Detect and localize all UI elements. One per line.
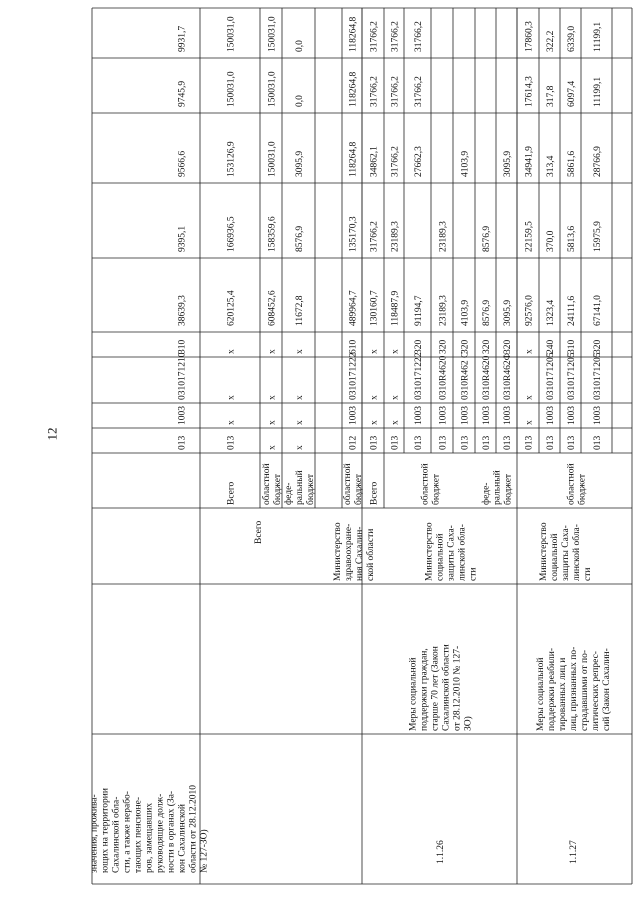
code-cell: х bbox=[295, 395, 305, 400]
budget-source: бюджет bbox=[577, 473, 588, 505]
code-cell: 0310171205 bbox=[593, 352, 603, 400]
code-cell: х bbox=[226, 395, 237, 400]
budget-source: бюджет bbox=[431, 473, 442, 505]
item-description: литических репрес- bbox=[591, 651, 601, 731]
item-description: от 28.12.2010 № 127- bbox=[452, 645, 463, 731]
item-description: Сахалинской области bbox=[441, 644, 452, 731]
value-cell: 91194,7 bbox=[414, 295, 424, 326]
ministry-name: линской обла- bbox=[572, 524, 582, 581]
value-cell: 489964,7 bbox=[348, 290, 359, 326]
value-cell: 3095,9 bbox=[503, 299, 513, 326]
code-cell: х bbox=[369, 395, 380, 400]
code-cell: х bbox=[295, 420, 305, 425]
value-cell: 34862,1 bbox=[369, 146, 380, 177]
value-cell: 9566,6 bbox=[177, 150, 188, 177]
code-cell: х bbox=[524, 349, 535, 354]
code-cell: 013 bbox=[546, 435, 556, 450]
code-cell: х bbox=[267, 445, 278, 450]
value-cell: 118264,8 bbox=[348, 16, 359, 52]
row-description-top: тающих пенсионе- bbox=[133, 796, 144, 873]
ministry-name: линской обла- bbox=[457, 524, 468, 581]
value-cell: 0,0 bbox=[295, 95, 305, 107]
budget-source: феде- bbox=[284, 482, 294, 505]
ministry-name: защиты Саха- bbox=[446, 525, 457, 581]
code-cell: 013 bbox=[369, 435, 380, 450]
code-cell: 0310R462Ф bbox=[503, 352, 513, 400]
ministry-name: социальной bbox=[435, 533, 446, 581]
code-cell: 013 bbox=[226, 435, 237, 450]
code-cell: 0310171205 bbox=[546, 352, 556, 400]
code-cell: 1003 bbox=[177, 406, 188, 425]
code-cell: х bbox=[524, 395, 535, 400]
code-cell: 012 bbox=[348, 435, 359, 450]
code-cell: 1003 bbox=[414, 406, 424, 425]
code-cell: 013 bbox=[482, 435, 492, 450]
code-cell: 013 bbox=[177, 435, 188, 450]
row-description-top: области от 28.12.2010 bbox=[188, 784, 199, 873]
ministry-name: социальной bbox=[550, 533, 560, 581]
code-cell: 0310171205 bbox=[567, 352, 577, 400]
item-description: сий (Закон Сахалин- bbox=[602, 648, 612, 731]
item-description: Меры социальной bbox=[408, 657, 419, 731]
value-cell: 6097,4 bbox=[567, 80, 577, 107]
ministry-name: ской области bbox=[366, 528, 376, 581]
value-cell: 118264,8 bbox=[348, 141, 359, 177]
value-cell: 322,2 bbox=[546, 30, 556, 52]
value-cell: 3095,9 bbox=[503, 150, 513, 177]
value-cell: 4103,9 bbox=[460, 299, 471, 326]
value-cell: 608452,6 bbox=[267, 290, 278, 326]
row-description-top: руководящие долж- bbox=[155, 793, 166, 873]
row-description-top: сти, а также нерабо- bbox=[122, 791, 133, 873]
code-cell: 320 bbox=[593, 339, 603, 354]
value-cell: 27662,3 bbox=[414, 146, 424, 177]
value-cell: 38639,3 bbox=[177, 295, 188, 326]
code-cell: 1003 bbox=[438, 406, 449, 425]
value-cell: 118487,9 bbox=[390, 290, 401, 326]
table-text bbox=[90, 16, 613, 873]
code-cell: 320 bbox=[414, 339, 424, 354]
budget-source: бюджет bbox=[273, 473, 283, 505]
code-cell: 013 bbox=[460, 435, 471, 450]
item-number: 1.1.27 bbox=[569, 840, 579, 864]
item-description: ЗО) bbox=[463, 716, 474, 731]
value-cell: 620125,4 bbox=[226, 290, 237, 326]
code-cell: 013 bbox=[414, 435, 424, 450]
code-cell: х bbox=[267, 395, 278, 400]
code-cell: 310 bbox=[567, 339, 577, 354]
total-label: Всего bbox=[254, 520, 264, 544]
value-cell: 31766,2 bbox=[414, 21, 424, 52]
code-cell: 320 bbox=[438, 339, 449, 354]
value-cell: 34941,9 bbox=[524, 146, 535, 177]
value-cell: 8576,9 bbox=[482, 299, 492, 326]
code-cell: 320 bbox=[503, 339, 513, 354]
value-cell: 9395,1 bbox=[177, 225, 188, 252]
value-cell: 31766,2 bbox=[414, 76, 424, 107]
code-cell: х bbox=[390, 349, 401, 354]
ministry-name: сти bbox=[583, 567, 593, 581]
value-cell: 31766,2 bbox=[369, 221, 380, 252]
code-cell: х bbox=[295, 445, 305, 450]
value-cell: 31766,2 bbox=[369, 76, 380, 107]
row-description-top: ности в органах (За- bbox=[166, 790, 177, 873]
budget-source: областной bbox=[566, 463, 577, 505]
value-cell: 130160,7 bbox=[369, 290, 380, 326]
code-cell: х bbox=[267, 420, 278, 425]
budget-source: бюджет bbox=[354, 473, 364, 505]
value-cell: 11199,1 bbox=[593, 76, 603, 107]
code-cell: 1003 bbox=[348, 406, 359, 425]
value-cell: 150031,0 bbox=[267, 16, 278, 52]
value-cell: 0,0 bbox=[295, 40, 305, 52]
code-cell: 013 bbox=[503, 435, 513, 450]
budget-source: бюджет bbox=[503, 473, 514, 505]
value-cell: 24111,6 bbox=[567, 295, 577, 326]
code-cell: 1003 bbox=[460, 406, 471, 425]
row-description-top: № 127-ЗО) bbox=[199, 829, 210, 873]
code-cell: 1003 bbox=[546, 406, 556, 425]
value-cell: 150031,0 bbox=[226, 71, 237, 107]
code-cell: 013 bbox=[593, 435, 603, 450]
code-cell: 013 bbox=[390, 435, 401, 450]
value-cell: 150031,0 bbox=[267, 141, 278, 177]
value-cell: 158359,6 bbox=[267, 216, 278, 252]
code-cell: 240 bbox=[546, 339, 556, 354]
value-cell: 23189,3 bbox=[438, 221, 449, 252]
code-cell: 320 bbox=[460, 339, 471, 354]
value-cell: 1323,4 bbox=[546, 299, 556, 326]
value-cell: 135170,3 bbox=[348, 216, 359, 252]
ministry-name: Министерство bbox=[539, 522, 549, 581]
value-cell: 22159,5 bbox=[524, 221, 535, 252]
value-cell: 11672,8 bbox=[295, 295, 305, 326]
ministry-name: здравоохране- bbox=[344, 523, 354, 581]
value-cell: 5861,6 bbox=[567, 150, 577, 177]
value-cell: 3095,9 bbox=[295, 150, 305, 177]
row-description-top: кон Сахалинской bbox=[177, 804, 188, 873]
value-cell: 317,8 bbox=[546, 85, 556, 107]
code-cell: 0310R462 С bbox=[460, 351, 471, 400]
value-cell: 31766,2 bbox=[390, 146, 401, 177]
value-cell: 370,0 bbox=[546, 230, 556, 252]
code-cell: х bbox=[267, 349, 278, 354]
budget-source: ральный bbox=[295, 470, 305, 505]
ministry-name: Министерство bbox=[424, 522, 435, 581]
code-cell: 1003 bbox=[593, 406, 603, 425]
item-description: Меры социальной bbox=[536, 657, 546, 731]
item-description: лиц, признанных по- bbox=[569, 646, 579, 731]
value-cell: 8576,9 bbox=[482, 225, 492, 252]
value-cell: 8576,9 bbox=[295, 225, 305, 252]
budget-table bbox=[89, 8, 632, 884]
code-cell: 013 bbox=[567, 435, 577, 450]
row-description-top: значения, прожива- bbox=[89, 794, 100, 873]
page-number: 12 bbox=[44, 427, 60, 441]
code-cell: 0310R4620 bbox=[438, 355, 449, 400]
value-cell: 313,4 bbox=[546, 155, 556, 177]
code-cell: х bbox=[390, 395, 401, 400]
value-cell: 28766,9 bbox=[593, 146, 603, 177]
code-cell: х bbox=[390, 420, 401, 425]
value-cell: 17614,3 bbox=[524, 76, 535, 107]
item-description: старше 70 лет (Закон bbox=[430, 646, 441, 731]
item-description: страдавшими от по- bbox=[580, 649, 590, 731]
value-cell: 4103,9 bbox=[460, 150, 471, 177]
budget-source: бюджет bbox=[306, 473, 316, 505]
value-cell: 31766,2 bbox=[390, 76, 401, 107]
ministry-name: сти bbox=[468, 567, 479, 581]
code-cell: 320 bbox=[482, 339, 492, 354]
value-cell: 118264,8 bbox=[348, 71, 359, 107]
ministry-name: ния Сахалин- bbox=[355, 526, 365, 581]
value-cell: 23189,3 bbox=[390, 221, 401, 252]
code-cell: 1003 bbox=[503, 406, 513, 425]
budget-source: областной bbox=[343, 463, 353, 505]
row-description-top: Сахалинской обла- bbox=[111, 796, 122, 873]
row-description-top: ров, замещавших bbox=[144, 802, 155, 873]
value-cell: 166936,5 bbox=[226, 216, 237, 252]
row-description-top: ющих на территории bbox=[100, 788, 111, 873]
budget-source: Всего bbox=[226, 481, 237, 505]
code-cell: 310 bbox=[177, 339, 188, 354]
code-cell: х bbox=[369, 349, 380, 354]
value-cell: 31766,2 bbox=[390, 21, 401, 52]
budget-source: областной bbox=[262, 463, 272, 505]
value-cell: 6339,0 bbox=[567, 25, 577, 52]
item-number: 1.1.26 bbox=[436, 840, 446, 864]
item-description: поддержки реабили- bbox=[547, 647, 557, 731]
budget-source: феде- bbox=[481, 482, 492, 505]
code-cell: х bbox=[524, 420, 535, 425]
value-cell: 9745,9 bbox=[177, 80, 188, 107]
code-cell: 1003 bbox=[482, 406, 492, 425]
value-cell: 17860,3 bbox=[524, 21, 535, 52]
budget-source: областной bbox=[420, 463, 431, 505]
code-cell: 0310171222 bbox=[348, 352, 359, 400]
code-cell: 0310171210 bbox=[177, 352, 188, 400]
code-cell: х bbox=[226, 420, 237, 425]
code-cell: 013 bbox=[438, 435, 449, 450]
code-cell: х bbox=[369, 420, 380, 425]
item-description: поддержки граждан, bbox=[419, 648, 430, 731]
item-description: тированных лиц и bbox=[558, 657, 568, 731]
value-cell: 9931,7 bbox=[177, 25, 188, 52]
value-cell: 5813,6 bbox=[567, 225, 577, 252]
value-cell: 31766,2 bbox=[369, 21, 380, 52]
code-cell: х bbox=[295, 349, 305, 354]
ministry-name: Министерство bbox=[333, 522, 343, 581]
value-cell: 150031,0 bbox=[267, 71, 278, 107]
code-cell: 610 bbox=[348, 339, 359, 354]
value-cell: 153126,9 bbox=[226, 141, 237, 177]
budget-source: ральный bbox=[492, 470, 503, 505]
code-cell: х bbox=[226, 349, 237, 354]
code-cell: 013 bbox=[524, 435, 535, 450]
value-cell: 15975,9 bbox=[593, 221, 603, 252]
code-cell: 1003 bbox=[567, 406, 577, 425]
ministry-name: защиты Саха- bbox=[561, 525, 571, 581]
value-cell: 92576,0 bbox=[524, 295, 535, 326]
code-cell: 0310171222 bbox=[414, 352, 424, 400]
code-cell: 0310R4620 bbox=[482, 355, 492, 400]
value-cell: 67141,0 bbox=[593, 295, 603, 326]
value-cell: 11199,1 bbox=[593, 21, 603, 52]
value-cell: 23189,3 bbox=[438, 295, 449, 326]
value-cell: 150031,0 bbox=[226, 16, 237, 52]
budget-source: Всего bbox=[369, 481, 380, 505]
